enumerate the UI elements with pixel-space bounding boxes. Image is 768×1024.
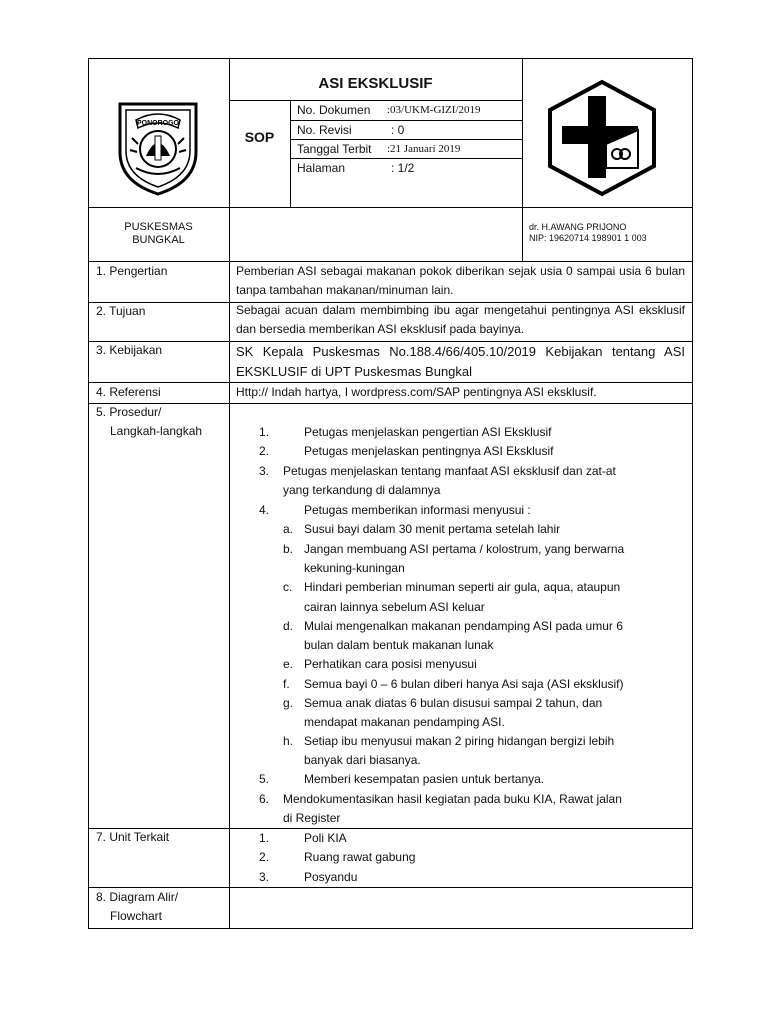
list-item-marker: c. [283,580,293,594]
label-diagram-1: 8. Diagram Alir/ [96,890,179,904]
list-item: banyak dari biasanya. [304,753,421,767]
label-prosedur-2: Langkah-langkah [110,424,203,438]
text-referensi: Http:// Indah hartya, I wordpress.com/SAP pentingnya ASI eksklusif. [236,385,597,399]
list-item: Jangan membuang ASI pertama / kolostrum, yang berwarna [304,542,625,556]
list-item-marker: 6. [259,792,270,806]
signer-name: dr. H.AWANG PRIJONO [529,222,627,232]
unit-item-marker: 2. [259,850,270,864]
list-item: bulan dalam bentuk makanan lunak [304,638,494,652]
list-item-marker: 2. [259,444,270,458]
list-item-marker: 4. [259,503,270,517]
list-item-marker: 3. [259,464,270,478]
label-tujuan: 2. Tujuan [96,304,146,318]
ponorogo-crest-logo [106,94,210,198]
label-diagram-2: Flowchart [110,909,163,923]
field-value-halaman: : 1/2 [391,161,415,175]
list-item-marker: a. [283,522,294,536]
text-tujuan: Sebagai acuan dalam membimbing ibu agar mengetahui pentingnya ASI eksklusif dan bersedia memberikan ASI eksklusif pada bayinya. [236,303,685,336]
list-item: Mulai mengenalkan makanan pendamping ASI pada umur 6 [304,619,623,633]
label-pengertian: 1. Pengertian [96,264,168,278]
org-name-line2: BUNGKAL [132,234,185,246]
list-item: Hindari pemberian minuman seperti air gula, aqua, ataupun [304,580,621,594]
list-item: Semua anak diatas 6 bulan disusui sampai 2 tahun, dan [304,696,603,710]
field-value-no-dokumen: :03/UKM-GIZI/2019 [387,104,481,116]
list-item-marker: b. [283,542,294,556]
field-value-tanggal-terbit: :21 Januari 2019 [387,143,461,155]
field-label-no-revisi: No. Revisi [297,123,352,137]
signer-nip: NIP: 19620714 198901 1 003 [529,233,647,243]
list-item-marker: 1. [259,425,270,439]
list-item: Perhatikan cara posisi menyusui [304,657,477,671]
list-item-marker: f. [283,677,290,691]
list-item-marker: g. [283,696,294,710]
label-unit-terkait: 7. Unit Terkait [96,830,170,844]
list-item: Petugas menjelaskan tentang manfaat ASI eksklusif dan zat-at [283,464,616,478]
list-item-marker: d. [283,619,294,633]
list-item: kekuning-kuningan [304,561,405,575]
unit-item: Posyandu [304,870,358,884]
list-item: Petugas menjelaskan pentingnya ASI Eksklusif [304,444,554,458]
list-item-marker: 5. [259,772,270,786]
label-prosedur-1: 5. Prosedur/ [96,405,162,419]
list-item-marker: e. [283,657,294,671]
field-value-no-revisi: : 0 [391,123,405,137]
logo-banner-text: PONOROGO [136,120,180,127]
sop-label: SOP [244,129,275,145]
list-item: cairan lainnya sebelum ASI keluar [304,600,485,614]
list-item: Susui bayi dalam 30 menit pertama setelah lahir [304,522,561,536]
list-item-marker: h. [283,734,294,748]
unit-item-marker: 3. [259,870,270,884]
list-item: Setiap ibu menyusui makan 2 piring hidangan bergizi lebih [304,734,615,748]
label-referensi: 4. Referensi [96,385,161,399]
unit-item: Ruang rawat gabung [304,850,416,864]
text-pengertian: Pemberian ASI sebagai makanan pokok diberikan sejak usia 0 sampai usia 6 bulan tanpa tambahan makanan/minuman lain. [236,264,685,297]
list-item: di Register [283,811,341,825]
unit-item-marker: 1. [259,831,270,845]
field-label-halaman: Halaman [297,161,346,175]
list-item: Semua bayi 0 – 6 bulan diberi hanya Asi saja (ASI eksklusif) [304,677,624,691]
list-item: Memberi kesempatan pasien untuk bertanya. [304,772,545,786]
document-title: ASI EKSKLUSIF [318,75,433,92]
field-label-no-dokumen: No. Dokumen [297,103,371,117]
label-kebijakan: 3. Kebijakan [96,343,163,357]
list-item: yang terkandung di dalamnya [283,483,441,497]
puskesmas-logo [544,78,660,198]
list-item: Petugas memberikan informasi menyusui : [304,503,531,517]
org-name-line1: PUSKESMAS [124,221,193,233]
list-item: Petugas menjelaskan pengertian ASI Eksklusif [304,425,552,439]
text-kebijakan: SK Kepala Puskesmas No.188.4/66/405.10/2019 Kebijakan tentang ASI EKSKLUSIF di UPT Puskesmas Bungkal [236,344,685,379]
field-label-tanggal-terbit: Tanggal Terbit [297,142,372,156]
list-item: mendapat makanan pendamping ASI. [304,715,505,729]
list-item: Mendokumentasikan hasil kegiatan pada buku KIA, Rawat jalan [283,792,622,806]
unit-item: Poli KIA [304,831,347,845]
